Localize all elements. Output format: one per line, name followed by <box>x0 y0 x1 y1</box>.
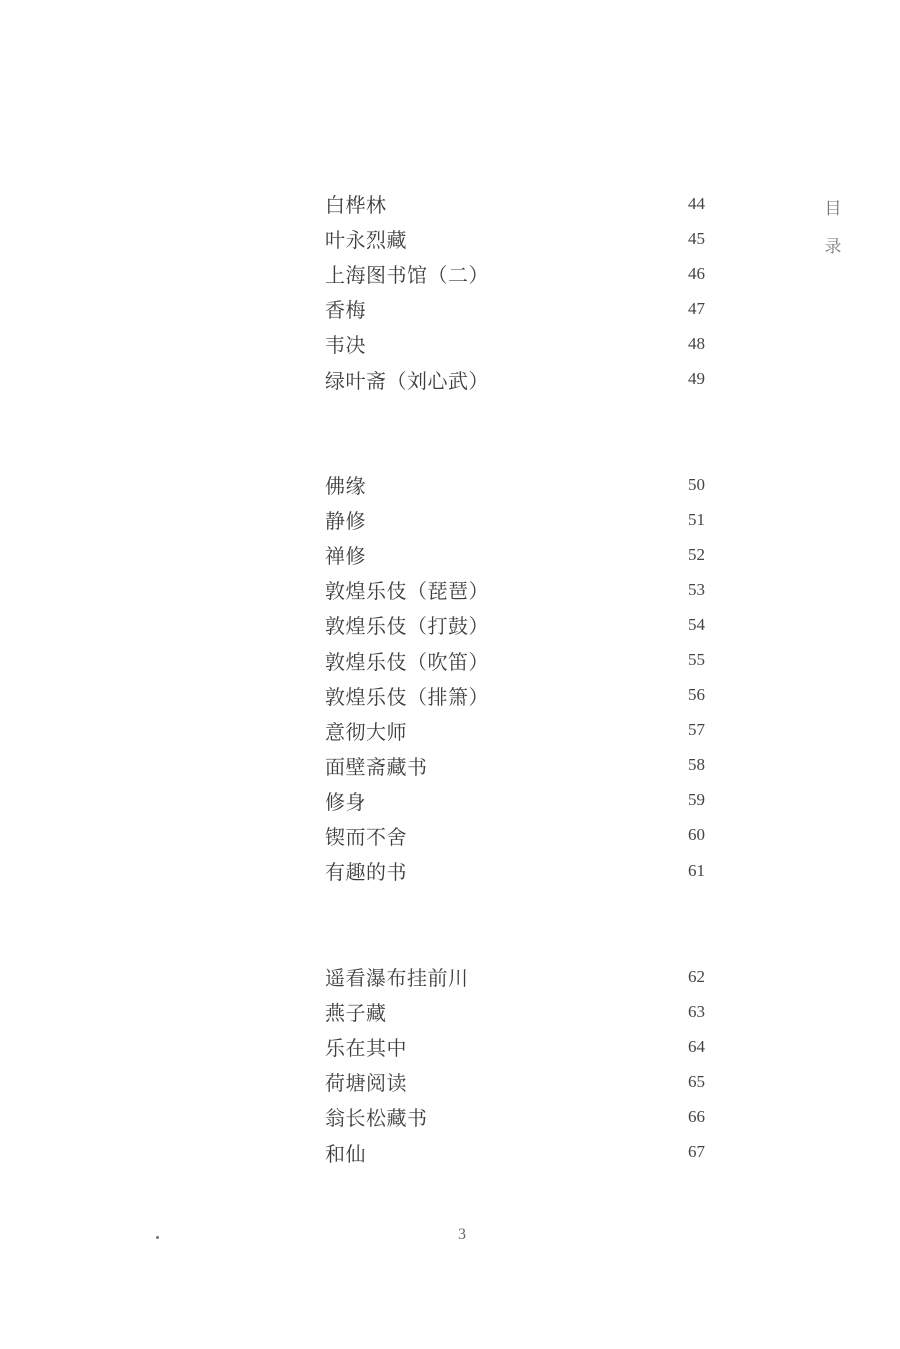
toc-entry[interactable] <box>325 642 715 677</box>
toc-entry-title: 叶永烈藏 <box>325 228 407 253</box>
toc-entry-title: 禅修 <box>325 544 366 569</box>
toc-entry[interactable] <box>325 994 715 1029</box>
toc-entry-title: 乐在其中 <box>325 1036 407 1061</box>
toc-entry-page: 57 <box>688 720 705 740</box>
toc-entry-page: 53 <box>688 579 705 599</box>
toc-entry[interactable] <box>325 1134 715 1169</box>
toc-entry-title: 和仙 <box>325 1141 366 1166</box>
toc-entry-page: 44 <box>688 193 705 213</box>
toc-entry-title: 翁长松藏书 <box>325 1106 428 1131</box>
toc-entry[interactable] <box>325 748 715 783</box>
toc-entry-page: 66 <box>688 1106 705 1126</box>
toc-entry-page: 62 <box>688 966 705 986</box>
toc-entry-page: 48 <box>688 333 705 353</box>
toc-entry-page: 58 <box>688 755 705 775</box>
toc-entry[interactable] <box>325 326 715 361</box>
toc-entry-page: 65 <box>688 1071 705 1091</box>
toc-entry-page: 55 <box>688 650 705 670</box>
toc-entry-page: 51 <box>688 509 705 529</box>
side-heading-char: 目 <box>824 199 842 219</box>
toc-entry-title: 韦决 <box>325 333 366 358</box>
toc-entry-title: 绿叶斋（刘心武） <box>325 368 489 393</box>
toc-entry-title: 白桦林 <box>325 193 387 218</box>
toc-entry-page: 61 <box>688 860 705 880</box>
toc-entry[interactable] <box>325 959 715 994</box>
toc-entry-page: 49 <box>688 369 705 389</box>
toc-entry-page: 50 <box>688 474 705 494</box>
toc-entry-title: 燕子藏 <box>325 1001 387 1026</box>
toc-entry-page: 46 <box>688 263 705 283</box>
toc-entry[interactable] <box>325 1099 715 1134</box>
toc-entry[interactable] <box>325 783 715 818</box>
toc-entry-title: 意彻大师 <box>325 719 407 744</box>
toc-entry[interactable] <box>325 713 715 748</box>
toc-entry-title: 上海图书馆（二） <box>325 263 489 288</box>
toc-entry-title: 佛缘 <box>325 474 366 499</box>
toc-group <box>325 959 715 1170</box>
toc-entry-page: 56 <box>688 685 705 705</box>
toc-group <box>325 467 715 888</box>
toc-entry-page: 45 <box>688 228 705 248</box>
toc-entry-title: 香梅 <box>325 298 366 323</box>
side-heading <box>821 190 845 266</box>
toc-entry-page: 64 <box>688 1036 705 1056</box>
toc-entry[interactable] <box>325 678 715 713</box>
page-number: 3 <box>458 1226 466 1243</box>
toc-entry[interactable] <box>325 853 715 888</box>
toc-entry-title: 荷塘阅读 <box>325 1071 407 1096</box>
toc-entry[interactable] <box>325 467 715 502</box>
toc-entry-title: 敦煌乐伎（排箫） <box>325 684 489 709</box>
toc-entry-title: 敦煌乐伎（琵琶） <box>325 579 489 604</box>
toc-entry-page: 52 <box>688 544 705 564</box>
toc-entry[interactable] <box>325 1029 715 1064</box>
toc-entry-title: 敦煌乐伎（吹笛） <box>325 649 489 674</box>
toc-entry-page: 67 <box>688 1142 705 1162</box>
toc-entry[interactable] <box>325 186 715 221</box>
toc-entry[interactable] <box>325 572 715 607</box>
toc-entry-page: 60 <box>688 825 705 845</box>
toc-entry-title: 面壁斋藏书 <box>325 754 428 779</box>
toc-entry[interactable] <box>325 291 715 326</box>
toc-entry-title: 静修 <box>325 509 366 534</box>
toc-entry-page: 63 <box>688 1001 705 1021</box>
toc-entry[interactable] <box>325 1064 715 1099</box>
toc-entry[interactable] <box>325 256 715 291</box>
print-speck <box>156 1236 159 1239</box>
toc-entry-title: 有趣的书 <box>325 860 407 885</box>
toc-entry[interactable] <box>325 607 715 642</box>
toc-entry-title: 敦煌乐伎（打鼓） <box>325 614 489 639</box>
toc-entry-page: 59 <box>688 790 705 810</box>
toc-entry[interactable] <box>325 361 715 396</box>
toc-group <box>325 186 715 397</box>
toc-entry-title: 锲而不舍 <box>325 824 407 849</box>
toc-entry[interactable] <box>325 818 715 853</box>
toc-entry[interactable] <box>325 221 715 256</box>
toc-entry[interactable] <box>325 502 715 537</box>
toc-entry-title: 修身 <box>325 789 366 814</box>
side-heading-char: 录 <box>824 237 842 257</box>
toc-entry-page: 47 <box>688 298 705 318</box>
toc-entry[interactable] <box>325 537 715 572</box>
toc-entry-page: 54 <box>688 614 705 634</box>
toc-entry-title: 遥看瀑布挂前川 <box>325 966 469 991</box>
